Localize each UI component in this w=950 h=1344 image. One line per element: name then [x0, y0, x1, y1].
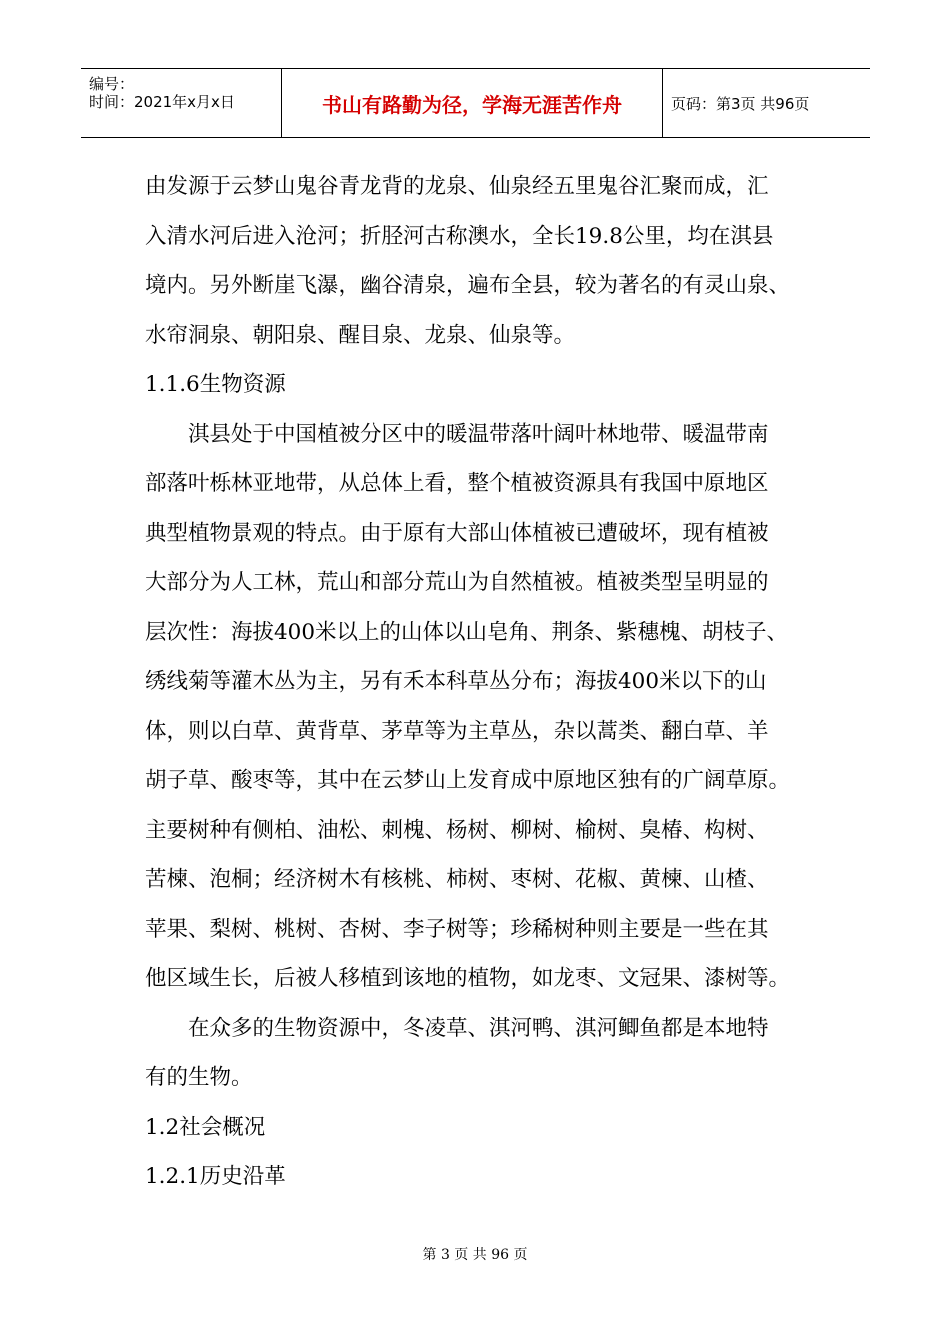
page-footer: 第 3 页 共 96 页	[422, 1247, 528, 1263]
paragraph-line: 入清水河后进入沧河；折胫河古称澳水，全长19.8公里，均在淇县	[145, 223, 774, 249]
header-meta-cell	[81, 69, 282, 137]
document-number-label: 编号：	[89, 75, 135, 93]
paragraph-line: 典型植物景观的特点。由于原有大部山体植被已遭破坏，现有植被	[145, 520, 769, 546]
paragraph-line: 淇县处于中国植被分区中的暖温带落叶阔叶林地带、暖温带南	[188, 421, 769, 447]
paragraph-line: 苦楝、泡桐；经济树木有核桃、柿树、枣树、花椒、黄楝、山楂、	[145, 867, 769, 892]
paragraph-line: 他区域生长，后被人移植到该地的植物，如龙枣、文冠果、漆树等。	[145, 966, 791, 991]
paragraph-line: 胡子草、酸枣等，其中在云梦山上发育成中原地区独有的广阔草原。	[145, 768, 791, 793]
paragraph-line: 在众多的生物资源中，冬凌草、淇河鸭、淇河鲫鱼都是本地特	[188, 1015, 769, 1041]
section-heading: 1.2社会概况	[145, 1114, 266, 1140]
paragraph-line: 有的生物。	[145, 1065, 253, 1090]
page-header	[81, 68, 870, 138]
document-body	[145, 162, 810, 1202]
paragraph-line: 苹果、梨树、桃树、杏树、李子树等；珍稀树种则主要是一些在其	[145, 916, 769, 942]
paragraph-line: 部落叶栎林亚地带，从总体上看，整个植被资源具有我国中原地区	[145, 471, 769, 496]
paragraph-line: 层次性：海拔400米以上的山体以山皂角、荆条、紫穗槐、胡枝子、	[145, 619, 789, 645]
paragraph-line: 主要树种有侧柏、油松、刺槐、杨树、柳树、榆树、臭椿、构树、	[145, 817, 769, 843]
header-motto-cell	[282, 69, 663, 137]
header-page-info: 页码：第3页 共96页	[671, 94, 810, 113]
paragraph-line: 大部分为人工林，荒山和部分荒山为自然植被。植被类型呈明显的	[145, 570, 769, 595]
paragraph-line: 境内。另外断崖飞瀑，幽谷清泉，遍布全县，较为著名的有灵山泉、	[145, 273, 791, 298]
paragraph-line: 水帘洞泉、朝阳泉、醒目泉、龙泉、仙泉等。	[145, 322, 576, 348]
section-heading: 1.1.6生物资源	[145, 372, 286, 397]
paragraph-line: 体，则以白草、黄背草、茅草等为主草丛，杂以蒿类、翻白草、羊	[145, 718, 769, 744]
document-date-label: 时间：2021年x月x日	[89, 93, 235, 111]
paragraph-line: 由发源于云梦山鬼谷青龙背的龙泉、仙泉经五里鬼谷汇聚而成，汇	[145, 174, 769, 199]
header-page-cell	[663, 69, 870, 137]
header-motto: 书山有路勤为径，学海无涯苦作舟	[322, 92, 622, 117]
paragraph-line: 绣线菊等灌木丛为主，另有禾本科草丛分布；海拔400米以下的山	[145, 669, 767, 694]
subsection-heading: 1.2.1历史沿革	[145, 1164, 286, 1189]
